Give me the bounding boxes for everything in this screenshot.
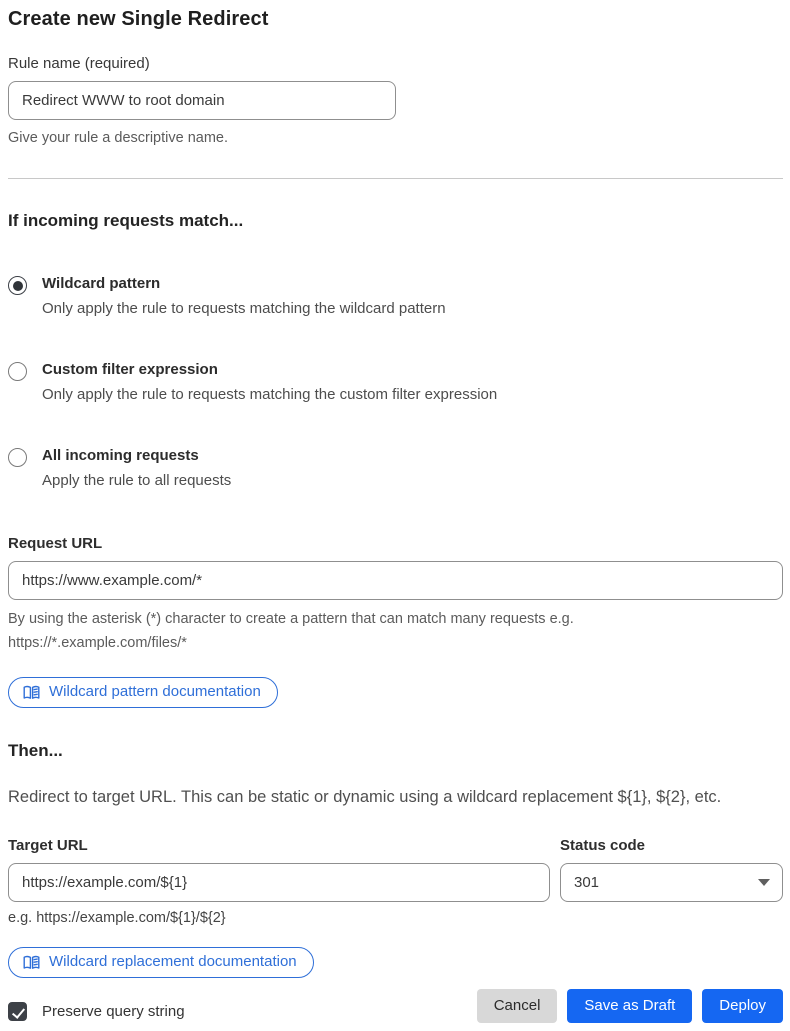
match-type-radio-group	[8, 275, 783, 490]
rule-name-field	[8, 55, 783, 150]
section-divider	[8, 178, 783, 179]
open-book-icon	[23, 685, 40, 700]
radio-option-label: Custom filter expression	[42, 361, 218, 379]
chevron-down-icon	[758, 879, 770, 886]
status-code-field	[560, 837, 783, 978]
radio-option-description: Apply the rule to all requests	[42, 472, 232, 490]
radio-option-label: Wildcard pattern	[42, 275, 161, 293]
rule-name-helper: Give your rule a descriptive name.	[8, 130, 229, 146]
radio-icon[interactable]	[8, 276, 27, 295]
target-url-label: Target URL	[8, 837, 88, 855]
cancel-button[interactable]: Cancel	[477, 989, 558, 1023]
request-url-helper-line2: https://*.example.com/files/*	[8, 635, 187, 652]
wildcard-pattern-docs-button[interactable]	[8, 677, 278, 708]
save-as-draft-button[interactable]: Save as Draft	[567, 989, 692, 1023]
radio-option-all-incoming-requests[interactable]	[8, 447, 783, 490]
target-url-helper: e.g. https://example.com/${1}/${2}	[8, 910, 226, 927]
rule-name-label: Rule name (required)	[8, 55, 150, 72]
open-book-icon	[23, 955, 40, 970]
request-url-helper	[8, 608, 783, 656]
request-url-helper-line1: By using the asterisk (*) character to create a pattern that can match many requests e.g.	[8, 611, 574, 628]
radio-option-description: Only apply the rule to requests matching the wildcard pattern	[42, 300, 446, 318]
target-url-field	[8, 837, 550, 978]
target-row	[8, 837, 783, 978]
radio-icon[interactable]	[8, 362, 27, 381]
status-code-label: Status code	[560, 837, 646, 855]
radio-option-label: All incoming requests	[42, 447, 199, 465]
request-url-input[interactable]	[8, 561, 783, 600]
radio-option-wildcard-pattern[interactable]	[8, 275, 783, 318]
radio-icon[interactable]	[8, 448, 27, 467]
request-url-label: Request URL	[8, 535, 103, 553]
status-code-value: 301	[574, 874, 600, 892]
radio-option-description: Only apply the rule to requests matching the custom filter expression	[42, 386, 498, 404]
doc-button-label: Wildcard pattern documentation	[49, 683, 261, 701]
status-code-select[interactable]	[560, 863, 783, 902]
request-url-field	[8, 535, 783, 708]
preserve-query-string-label: Preserve query string	[42, 1003, 185, 1021]
page-title: Create new Single Redirect	[8, 8, 269, 30]
footer-actions	[477, 989, 783, 1023]
rule-name-input[interactable]	[8, 81, 396, 120]
deploy-button[interactable]: Deploy	[702, 989, 783, 1023]
then-section-description: Redirect to target URL. This can be static or dynamic using a wildcard replacement ${1}, ${2}, etc.	[8, 788, 722, 807]
doc-button-label: Wildcard replacement documentation	[49, 953, 297, 971]
radio-option-custom-filter-expression[interactable]	[8, 361, 783, 404]
wildcard-replacement-docs-button[interactable]	[8, 947, 314, 978]
preserve-query-string-checkbox[interactable]	[8, 1002, 27, 1021]
match-section-heading: If incoming requests match...	[8, 211, 244, 231]
target-url-input[interactable]	[8, 863, 550, 902]
then-section-heading: Then...	[8, 741, 63, 761]
